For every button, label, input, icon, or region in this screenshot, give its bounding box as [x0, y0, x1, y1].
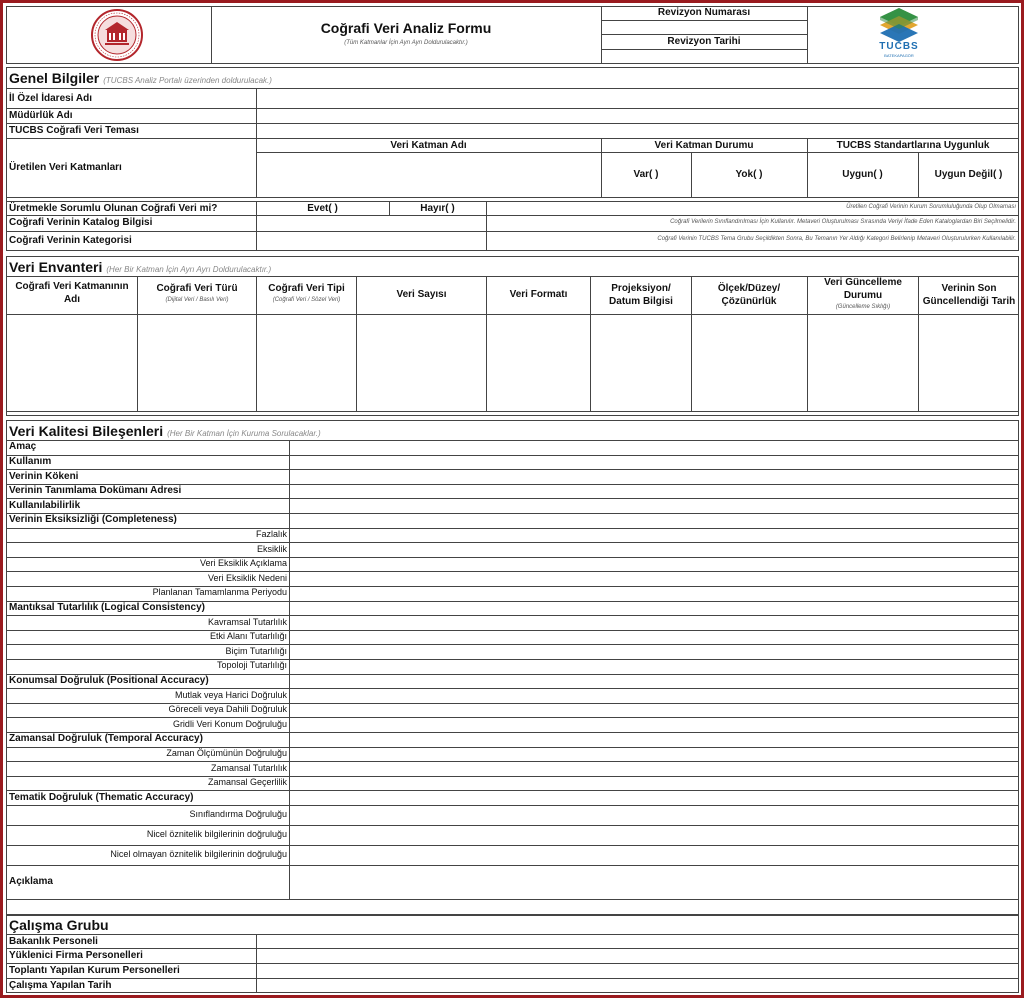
quality-row-label: Gridli Veri Konum Doğruluğu: [172, 719, 287, 729]
quality-row-label: Verinin Kökeni: [9, 471, 79, 482]
quality-row-field[interactable]: [290, 704, 1018, 718]
quality-row-label: Zamansal Geçerlilik: [207, 777, 287, 787]
inv-col-update: Veri Güncelleme Durumu: [824, 277, 902, 301]
quality-row-field[interactable]: [290, 616, 1018, 630]
inv-col-data-kind: Coğrafi Veri Tipi: [268, 283, 345, 294]
team-field-bakanlik[interactable]: [257, 935, 1018, 948]
team-field-tarih[interactable]: [257, 979, 1018, 992]
team-field-kurum[interactable]: [257, 964, 1018, 978]
inv-col-scale: Ölçek/Düzey/ Çözünürlük: [717, 283, 781, 307]
form-title: Coğrafi Veri Analiz Formu: [320, 20, 492, 36]
inv-col-update-sub: (Güncelleme Sıklığı): [835, 304, 891, 310]
quality-row-label: Planlanan Tamamlanma Periyodu: [152, 587, 287, 597]
quality-row-label: Sınıflandırma Doğruluğu: [189, 809, 287, 819]
quality-row-label: Veri Eksiklik Açıklama: [199, 558, 287, 568]
quality-row-label: Topoloji Tutarlılığı: [216, 660, 287, 670]
quality-title: Veri Kalitesi Bileşenleri (Her Bir Katman İçin Kuruma Sorulacaklar.): [9, 423, 321, 439]
quality-row-field[interactable]: [290, 572, 1018, 586]
quality-row-field[interactable]: [290, 718, 1018, 732]
inv-col-data-type: Coğrafi Veri Türü: [156, 283, 238, 294]
row-sorumlu: Üretmekle Sorumlu Olunan Coğrafi Veri mi?: [9, 203, 218, 214]
row-veri-temasi: TUCBS Coğrafi Veri Teması: [9, 125, 139, 136]
quality-row-label: Kavramsal Tutarlılık: [207, 617, 287, 627]
quality-row-label: Eksiklik: [256, 544, 287, 554]
quality-row-label: Göreceli veya Dahili Doğruluk: [168, 704, 287, 714]
quality-row-label: Biçim Tutarlılığı: [225, 646, 287, 656]
hayir-option[interactable]: Hayır( ): [420, 203, 455, 214]
katalog-field[interactable]: [257, 216, 485, 231]
row-mudurluk: Müdürlük Adı: [9, 110, 73, 121]
quality-row-field[interactable]: [290, 558, 1018, 572]
team-title: Çalışma Grubu: [9, 917, 109, 933]
inv-col-data-type-sub: (Dijital Veri / Basılı Veri): [165, 297, 229, 303]
row-uretilen-katmanlar: Üretilen Veri Katmanları: [9, 162, 122, 173]
category-note: Coğrafi Verinin TUCBS Tema Grubu Seçildikten Sonra, Bu Temanın Yer Aldığı Kategori Belirlenip Metaveri Oluşturulurken Kullanılabilir.: [657, 236, 1016, 242]
quality-row-label: Mantıksal Tutarlılık (Logical Consistency): [9, 602, 205, 613]
quality-row-field[interactable]: [290, 543, 1018, 557]
team-row-bakanlik: Bakanlık Personeli: [9, 936, 98, 947]
row-katalog: Coğrafi Verinin Katalog Bilgisi: [9, 217, 153, 228]
form-subtitle: (Tüm Katmanlar İçin Ayrı Ayrı Doldurulacaktır.): [344, 40, 468, 46]
team-row-kurum: Toplantı Yapılan Kurum Personelleri: [9, 965, 180, 976]
catalog-note: Coğrafi Verilerin Sınıflandırılması İçin Kullanılır. Metaveri Oluşturulması Sırasında Veriyi İfade Eden Kataloglardan Biri Seçilmelidir.: [670, 219, 1016, 225]
tucbs-logo-text: TUCBS: [879, 41, 919, 52]
row-il-ozel-idaresi: İl Özel İdaresi Adı: [9, 93, 92, 104]
quality-row-field[interactable]: [290, 645, 1018, 659]
uygun-degil-option[interactable]: Uygun Değil( ): [934, 169, 1003, 180]
quality-row-field[interactable]: [290, 762, 1018, 776]
inv-col-last-update: Verinin Son Güncellendiği Tarih: [922, 283, 1016, 307]
layer-status-header: Veri Katman Durumu: [654, 140, 754, 151]
quality-row-field[interactable]: [290, 846, 1018, 865]
veri-temasi-field[interactable]: [257, 124, 1018, 138]
quality-row-field[interactable]: [290, 675, 1018, 689]
revision-date-label: Revizyon Tarihi: [667, 36, 741, 47]
quality-row-field[interactable]: [290, 689, 1018, 703]
tucbs-logo-subtext: BATEKAPAGÖR: [884, 53, 914, 58]
quality-row-field[interactable]: [290, 456, 1018, 470]
quality-row-field[interactable]: [290, 733, 1018, 747]
quality-row-label: Nicel öznitelik bilgilerinin doğruluğu: [146, 829, 287, 839]
quality-row-label: Kullanım: [9, 456, 52, 467]
quality-row-label: Konumsal Doğruluk (Positional Accuracy): [9, 675, 209, 686]
quality-row-field[interactable]: [290, 514, 1018, 528]
quality-row-label: Verinin Tanımlama Dokümanı Adresi: [9, 485, 182, 496]
yok-option[interactable]: Yok( ): [735, 169, 763, 180]
quality-row-label: Verinin Eksiksizliği (Completeness): [9, 514, 177, 525]
quality-row-label: Amaç: [9, 441, 37, 452]
quality-row-field[interactable]: [290, 660, 1018, 674]
quality-row-field[interactable]: [290, 806, 1018, 825]
evet-option[interactable]: Evet( ): [307, 203, 338, 214]
standards-header: TUCBS Standartlarına Uygunluk: [836, 140, 990, 151]
quality-row-field[interactable]: [290, 631, 1018, 645]
il-ozel-idaresi-field[interactable]: [257, 89, 1018, 108]
quality-row-field[interactable]: [290, 866, 1018, 899]
quality-row-field[interactable]: [290, 499, 1018, 513]
quality-row-field[interactable]: [290, 470, 1018, 484]
row-kategori: Coğrafi Verinin Kategorisi: [9, 235, 132, 246]
quality-row-label: Nicel olmayan öznitelik bilgilerinin doğruluğu: [110, 849, 287, 859]
quality-row-label: Zamansal Tutarlılık: [210, 763, 287, 773]
inv-col-layer-name: Coğrafi Veri Katmanının Adı: [15, 281, 129, 305]
kategori-field[interactable]: [257, 232, 485, 250]
quality-row-label: Zamansal Doğruluk (Temporal Accuracy): [9, 733, 203, 744]
inv-col-count: Veri Sayısı: [396, 289, 447, 300]
ministry-seal-logo: [90, 8, 144, 62]
quality-row-label: Tematik Doğruluk (Thematic Accuracy): [9, 792, 194, 803]
team-field-yuklenici[interactable]: [257, 949, 1018, 963]
mudurluk-field[interactable]: [257, 109, 1018, 123]
inventory-title: Veri Envanteri (Her Bir Katman İçin Ayrı Ayrı Doldurulacaktır.): [9, 259, 272, 275]
team-row-yuklenici: Yüklenici Firma Personelleri: [9, 950, 143, 961]
inventory-entry-row[interactable]: [7, 315, 1018, 411]
quality-row-label: Fazlalık: [255, 529, 287, 539]
quality-row-field[interactable]: [290, 826, 1018, 845]
quality-row-label: Zaman Ölçümünün Doğruluğu: [166, 748, 287, 758]
quality-row-field[interactable]: [290, 777, 1018, 791]
quality-row-field[interactable]: [290, 602, 1018, 616]
team-row-tarih: Çalışma Yapılan Tarih: [9, 980, 112, 991]
revision-number-label: Revizyon Numarası: [657, 7, 751, 18]
quality-row-field[interactable]: [290, 748, 1018, 762]
quality-row-label: Veri Eksiklik Nedeni: [207, 573, 287, 583]
quality-row-label: Kullanılabilirlik: [9, 500, 81, 511]
quality-row-field[interactable]: [290, 529, 1018, 543]
quality-row-label: Etki Alanı Tutarlılığı: [209, 631, 287, 641]
quality-row-label: Açıklama: [9, 876, 53, 887]
inv-col-projection: Projeksiyon/ Datum Bilgisi: [609, 283, 673, 307]
var-option[interactable]: Var( ): [633, 169, 659, 180]
responsible-note: Üretilen Coğrafi Verinin Kurum Sorumluluğunda Olup Olmaması: [846, 204, 1016, 210]
general-info-title: Genel Bilgiler (TUCBS Analiz Portalı üzerinden doldurulacak.): [9, 70, 272, 86]
uygun-option[interactable]: Uygun( ): [842, 169, 883, 180]
quality-row-field[interactable]: [290, 791, 1018, 805]
quality-row-field[interactable]: [290, 485, 1018, 499]
layer-name-field[interactable]: [257, 153, 600, 197]
quality-row-field[interactable]: [290, 587, 1018, 601]
inv-col-data-kind-sub: (Coğrafi Veri / Sözel Veri): [272, 297, 341, 303]
quality-row-label: Mutlak veya Harici Doğruluk: [174, 690, 287, 700]
layer-name-header: Veri Katman Adı: [390, 140, 467, 151]
inv-col-format: Veri Formatı: [509, 289, 568, 300]
quality-row-field[interactable]: [290, 441, 1018, 455]
